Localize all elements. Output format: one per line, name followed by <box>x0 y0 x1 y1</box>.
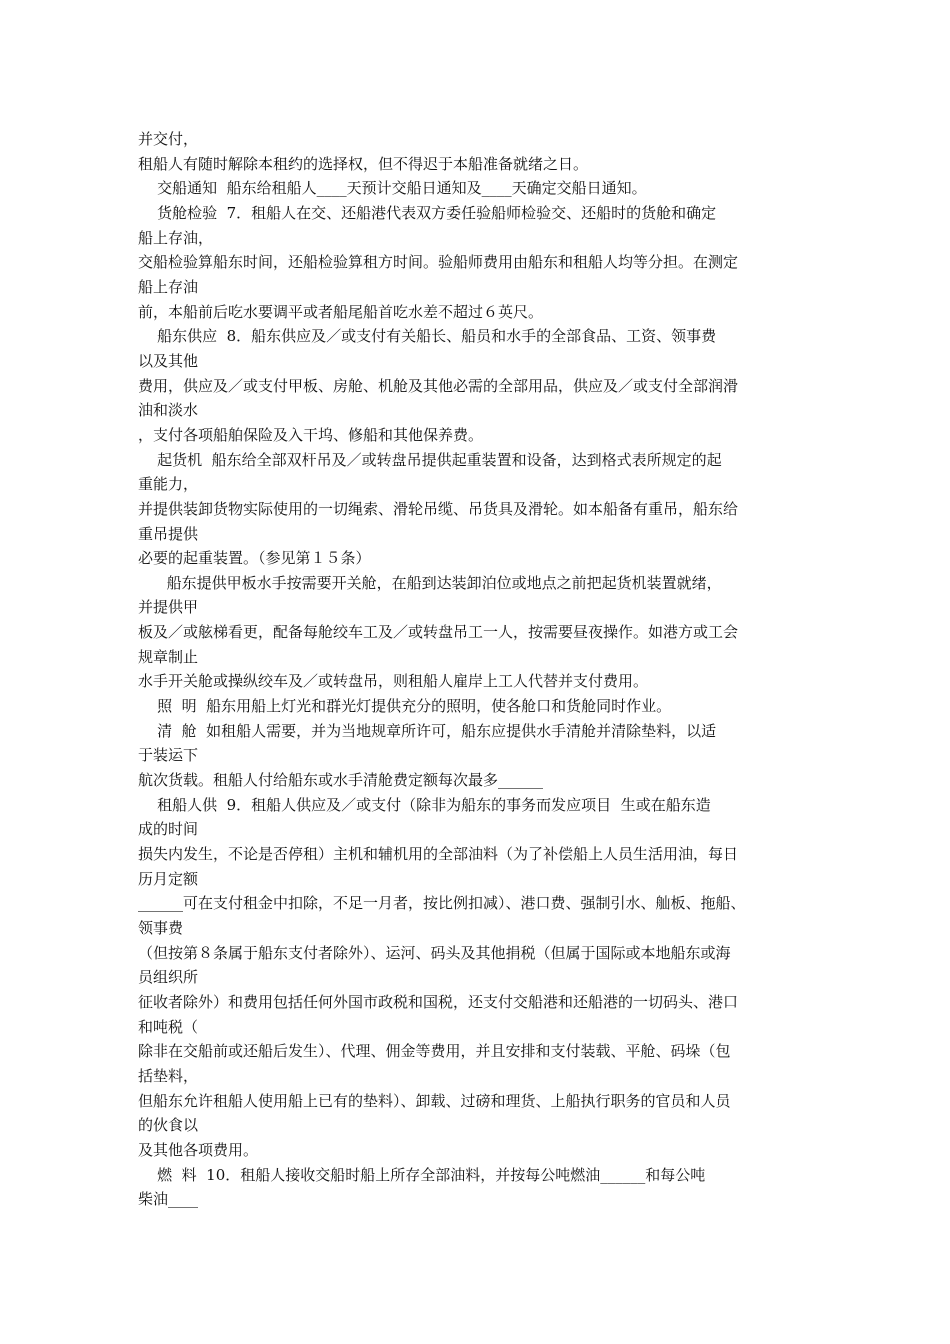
text-line: 并提供装卸货物实际使用的一切绳索、滑轮吊缆、吊货具及滑轮。如本船备有重吊，船东给 <box>138 499 739 518</box>
text-line: 交船检验算船东时间，还船检验算租方时间。验船师费用由船东和租船人均等分担。在测定 <box>138 253 739 272</box>
text-line: 租船人有随时解除本租约的选择权，但不得迟于本船准备就绪之日。 <box>138 154 589 173</box>
text-line: 前，本船前后吃水要调平或者船尾船首吃水差不超过６英尺。 <box>138 302 544 321</box>
text-line: 租船人供 9．租船人供应及／或支付（除非为船东的事务而发应项目 生或在船东造 <box>138 795 711 814</box>
text-line: 成的时间 <box>138 820 199 839</box>
text-line: 板及／或舷梯看更，配备每舱绞车工及／或转盘吊工一人，按需要昼夜操作。如港方或工会 <box>138 623 739 642</box>
text-line: 照 明 船东用船上灯光和群光灯提供充分的照明，使各舱口和货舱同时作业。 <box>138 697 672 716</box>
text-line: ，支付各项船舶保险及入干坞、修船和其他保养费。 <box>138 425 484 444</box>
text-line: 清 舱 如租船人需要，并为当地规章所许可，船东应提供水手清舱并清除垫料，以适 <box>138 721 717 740</box>
text-line: （但按第８条属于船东支付者除外）、运河、码头及其他捐税（但属于国际或本地船东或海 <box>138 943 731 962</box>
text-line: 征收者除外）和费用包括任何外国市政税和国税，还支付交船港和还船港的一切码头、港口 <box>138 992 739 1011</box>
text-line: 交船通知 船东给租船人____天预计交船日通知及____天确定交船日通知。 <box>138 179 647 198</box>
text-line: 规章制止 <box>138 647 199 666</box>
text-line: 员组织所 <box>138 968 199 987</box>
text-line: 航次货载。租船人付给船东或水手清舱费定额每次最多______ <box>138 771 544 790</box>
text-line: 括垫料， <box>138 1066 199 1085</box>
text-line: 除非在交船前或还船后发生）、代理、佣金等费用，并且安排和支付装载、平舱、码垛（包 <box>138 1042 731 1061</box>
text-line: 及其他各项费用。 <box>138 1140 259 1159</box>
charter-party-text <box>138 127 818 1212</box>
text-line: 并交付， <box>138 130 199 148</box>
text-line: 费用，供应及／或支付甲板、房舱、机舱及其他必需的全部用品，供应及／或支付全部润滑 <box>138 376 739 395</box>
text-line: 船东提供甲板水手按需要开关舱，在船到达装卸泊位或地点之前把起货机装置就绪， <box>138 573 722 592</box>
text-line: 领事费 <box>138 919 184 937</box>
text-line: 的伙食以 <box>138 1116 199 1135</box>
text-line: 重能力， <box>138 475 199 494</box>
text-line: 船东供应 8．船东供应及／或支付有关船长、船员和水手的全部食品、工资、领事费 <box>138 327 717 346</box>
text-line: 必要的起重装置。（参见第１５条） <box>138 549 371 568</box>
text-line: 以及其他 <box>138 351 199 370</box>
text-line: 并提供甲 <box>138 598 199 617</box>
text-line: 船上存油， <box>138 228 214 247</box>
text-line: 和吨税（ <box>138 1017 199 1036</box>
text-line: 水手开关舱或操纵绞车及／或转盘吊，则租船人雇岸上工人代替并支付费用。 <box>138 672 649 691</box>
text-line: 油和淡水 <box>138 401 199 420</box>
text-line: 历月定额 <box>138 869 199 888</box>
text-line: 起货机 船东给全部双杆吊及／或转盘吊提供起重装置和设备，达到格式表所规定的起 <box>138 450 722 469</box>
text-line: 损失内发生，不论是否停租）主机和辅机用的全部油料（为了补偿船上人员生活用油，每日 <box>138 845 739 864</box>
text-line: 柴油____ <box>138 1190 199 1209</box>
text-line: 重吊提供 <box>138 524 199 543</box>
text-line: 船上存油 <box>138 277 199 296</box>
text-line: 货舱检验 7．租船人在交、还船港代表双方委任验船师检验交、还船时的货舱和确定 <box>138 203 717 222</box>
text-line: 但船东允许租船人使用船上已有的垫料）、卸载、过磅和理货、上船执行职务的官员和人员 <box>138 1091 731 1110</box>
text-line: 燃 料 10．租船人接收交船时船上所存全部油料，并按每公吨燃油______和每公吨 <box>138 1165 706 1184</box>
text-line: 于装运下 <box>138 746 199 765</box>
text-line: ______可在支付租金中扣除，不足一月者，按比例扣减）、港口费、强制引水、舢板、拖船、 <box>138 894 746 913</box>
